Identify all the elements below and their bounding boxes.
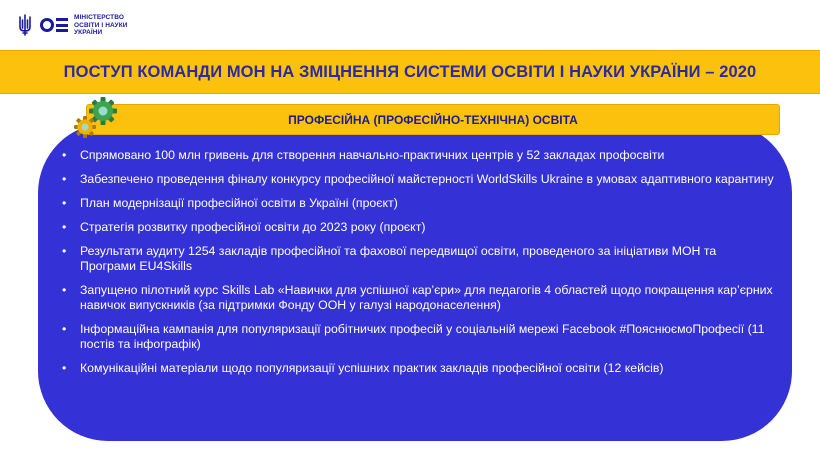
list-item: • Комунікаційні матеріали щодо популяризації успішних практик закладів професійної освіти (12 кейсів) (60, 361, 775, 376)
list-item: • Спрямовано 100 млн гривень для створення навчально-практичних центрів у 52 закладах профосвіти (60, 148, 775, 163)
list-item: • Стратегія розвитку професійної освіти до 2023 року (проєкт) (60, 220, 775, 235)
title-banner (0, 50, 820, 94)
list-item: • Забезпечено проведення фіналу конкурсу професійної майстерності WorldSkills Ukraine в умовах адаптивного карантину (60, 172, 775, 187)
gears-icon (72, 96, 122, 140)
page-title: ПОСТУП КОМАНДИ МОН НА ЗМІЦНЕННЯ СИСТЕМИ ОСВІТИ І НАУКИ УКРАЇНИ – 2020 (63, 62, 757, 81)
trident-icon (18, 14, 32, 36)
oe-logo-icon (40, 18, 68, 32)
ministry-name: МІНІСТЕРСТВО ОСВІТИ І НАУКИ УКРАЇНИ (74, 14, 128, 36)
list-item: • Запущено пілотний курс Skills Lab «Навички для успішної кар’єри» для педагогів 4 областей щодо покращення кар’єрних навичок випускників (за підтримки Фонду ООН у галузі народонаселення) (60, 283, 775, 313)
section-heading-bar (86, 104, 780, 135)
list-item: • Результати аудиту 1254 закладів професійної та фахової передвищої освіти, проведеного за ініціативи МОН та Програми EU4Skills (60, 244, 775, 274)
ministry-logo (18, 14, 128, 37)
section-heading: ПРОФЕСІЙНА (ПРОФЕСІЙНО-ТЕХНІЧНА) ОСВІТА (288, 112, 578, 127)
list-item: • План модернізації професійної освіти в Україні (проєкт) (60, 196, 775, 211)
bullet-list (60, 148, 775, 385)
list-item: • Інформаційна кампанія для популяризації робітничих професій у соціальній мережі Facebook #ПояснюємоПрофесії (11 постів та інфографік) (60, 322, 775, 352)
